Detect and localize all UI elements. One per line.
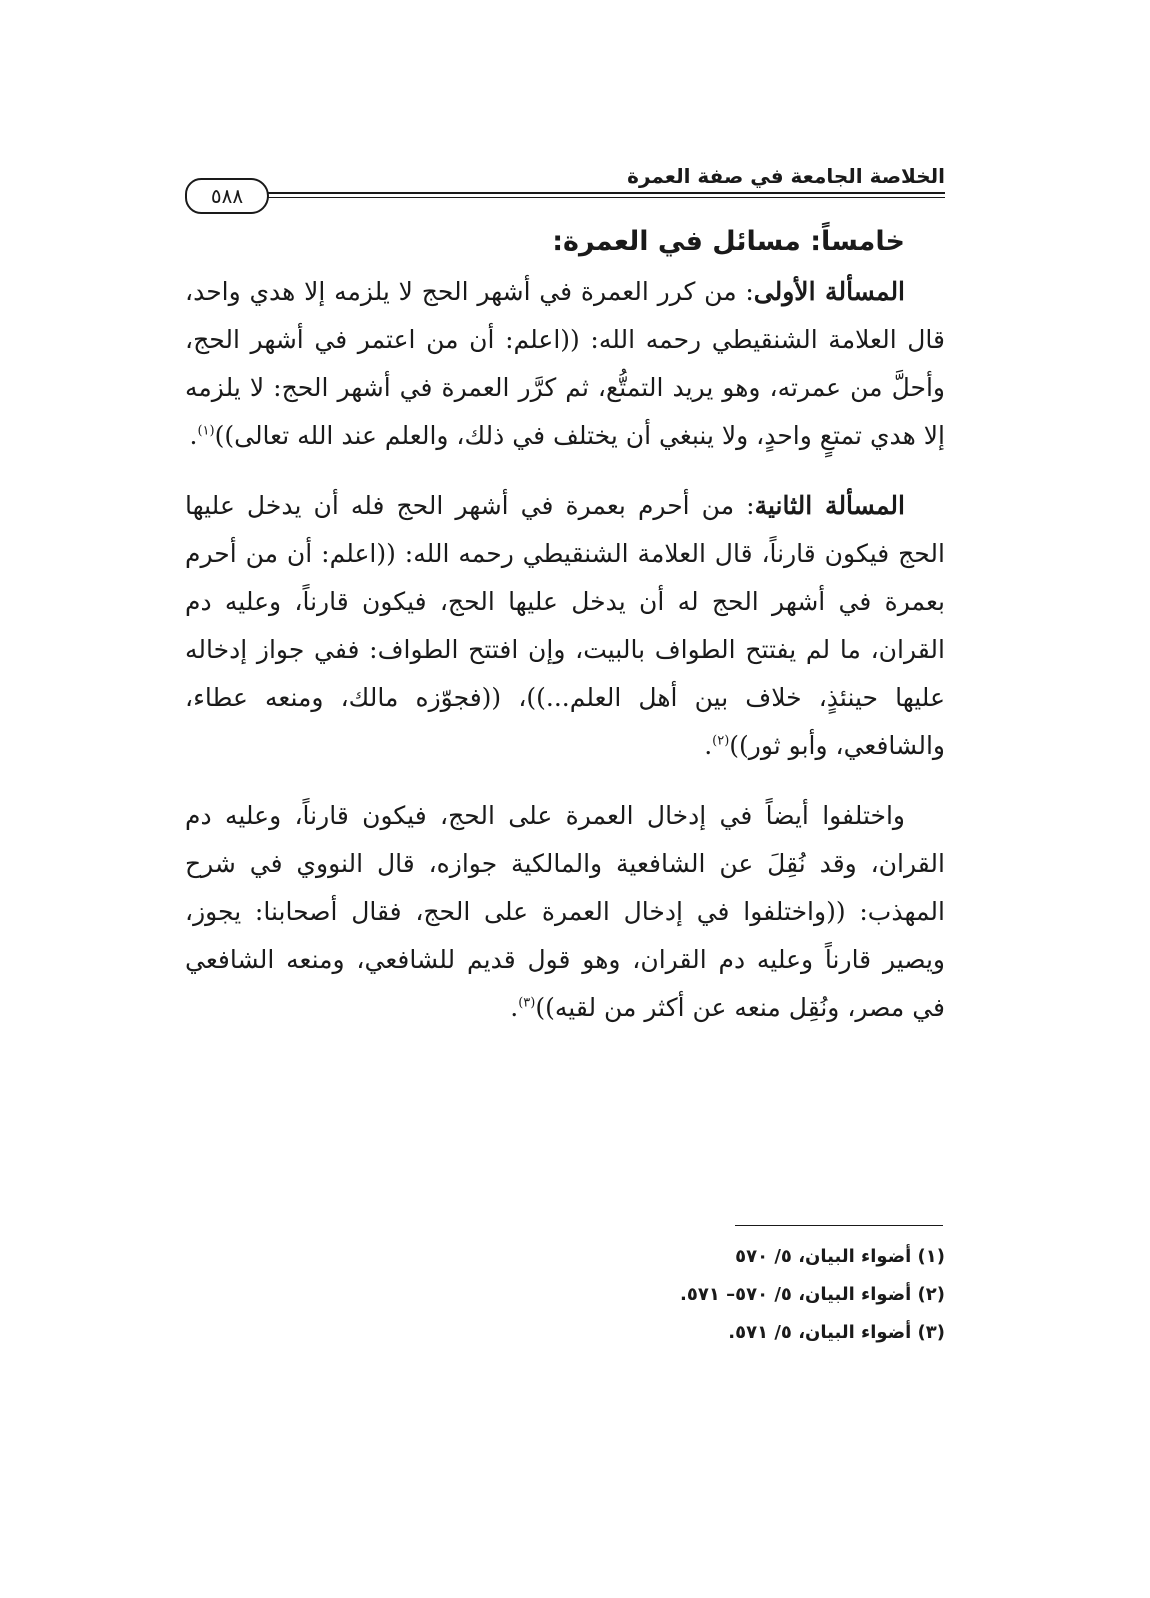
page-header (185, 150, 945, 210)
paragraph-3 (185, 792, 945, 1032)
paragraph-end: . (510, 993, 519, 1022)
header-rule (257, 192, 945, 194)
paragraph-end: . (704, 731, 713, 760)
paragraph-lead: المسألة الثانية (754, 491, 905, 520)
footnote-3: (٣) أضواء البيان، ٥/ ٥٧١. (728, 1322, 945, 1343)
footnote-ref[interactable]: (١) (197, 423, 215, 439)
footnote-2: (٢) أضواء البيان، ٥/ ٥٧٠– ٥٧١. (680, 1284, 945, 1305)
page-number: ٥٨٨ (185, 178, 269, 214)
footnotes (345, 1238, 945, 1352)
paragraph-lead: المسألة الأولى (753, 277, 906, 306)
paragraph-end: . (189, 421, 198, 450)
paragraph-2 (185, 482, 945, 770)
main-text (185, 218, 945, 1054)
section-heading: خامساً: مسائل في العمرة: (552, 226, 905, 257)
footnote-ref[interactable]: (٣) (518, 995, 536, 1011)
footnote-separator (735, 1225, 943, 1226)
paragraph-text: واختلفوا أيضاً في إدخال العمرة على الحج، فيكون قارناً، وعليه دم القران، وقد نُقِلَ عن الشافعية والمالكية جوازه، قال النووي في شرح المهذب: ((واختلفوا في إدخال العمرة على الحج، فقال أصحابنا: يجوز، ويصير قارناً وعليه دم القران، وهو قول قديم للشافعي، ومنعه الشافعي في مصر، ونُقِل منعه عن أكثر من لقيه)) (185, 801, 945, 1022)
footnote-1: (١) أضواء البيان، ٥/ ٥٧٠ (735, 1246, 945, 1267)
footnote-ref[interactable]: (٢) (712, 733, 730, 749)
paragraph-text: : من أحرم بعمرة في أشهر الحج فله أن يدخل عليها الحج فيكون قارناً، قال العلامة الشنقيطي رحمه الله: ((اعلم: أن من أحرم بعمرة في أشهر الحج له أن يدخل عليها الحج، فيكون قارناً، وعليه دم القران، ما لم يفتتح الطواف بالبيت، وإن افتتح الطواف: ففي جواز إدخاله عليها حينئذٍ، خلاف بين أهل العلم...))، ((فجوّزه مالك، ومنعه عطاء، والشافعي، وأبو ثور)) (185, 491, 945, 760)
header-rule-thin (257, 197, 945, 198)
paragraph-text: : من كرر العمرة في أشهر الحج لا يلزمه إلا هدي واحد، قال العلامة الشنقيطي رحمه الله: ((اعلم: أن من اعتمر في أشهر الحج، وأحلَّ من عمرته، وهو يريد التمتُّع، ثم كرَّر العمرة في أشهر الحج: لا يلزمه إلا هدي تمتعٍ واحدٍ، ولا ينبغي أن يختلف في ذلك، والعلم عند الله تعالى)) (185, 277, 945, 450)
paragraph-1 (185, 268, 945, 460)
running-title: الخلاصة الجامعة في صفة العمرة (627, 164, 945, 188)
